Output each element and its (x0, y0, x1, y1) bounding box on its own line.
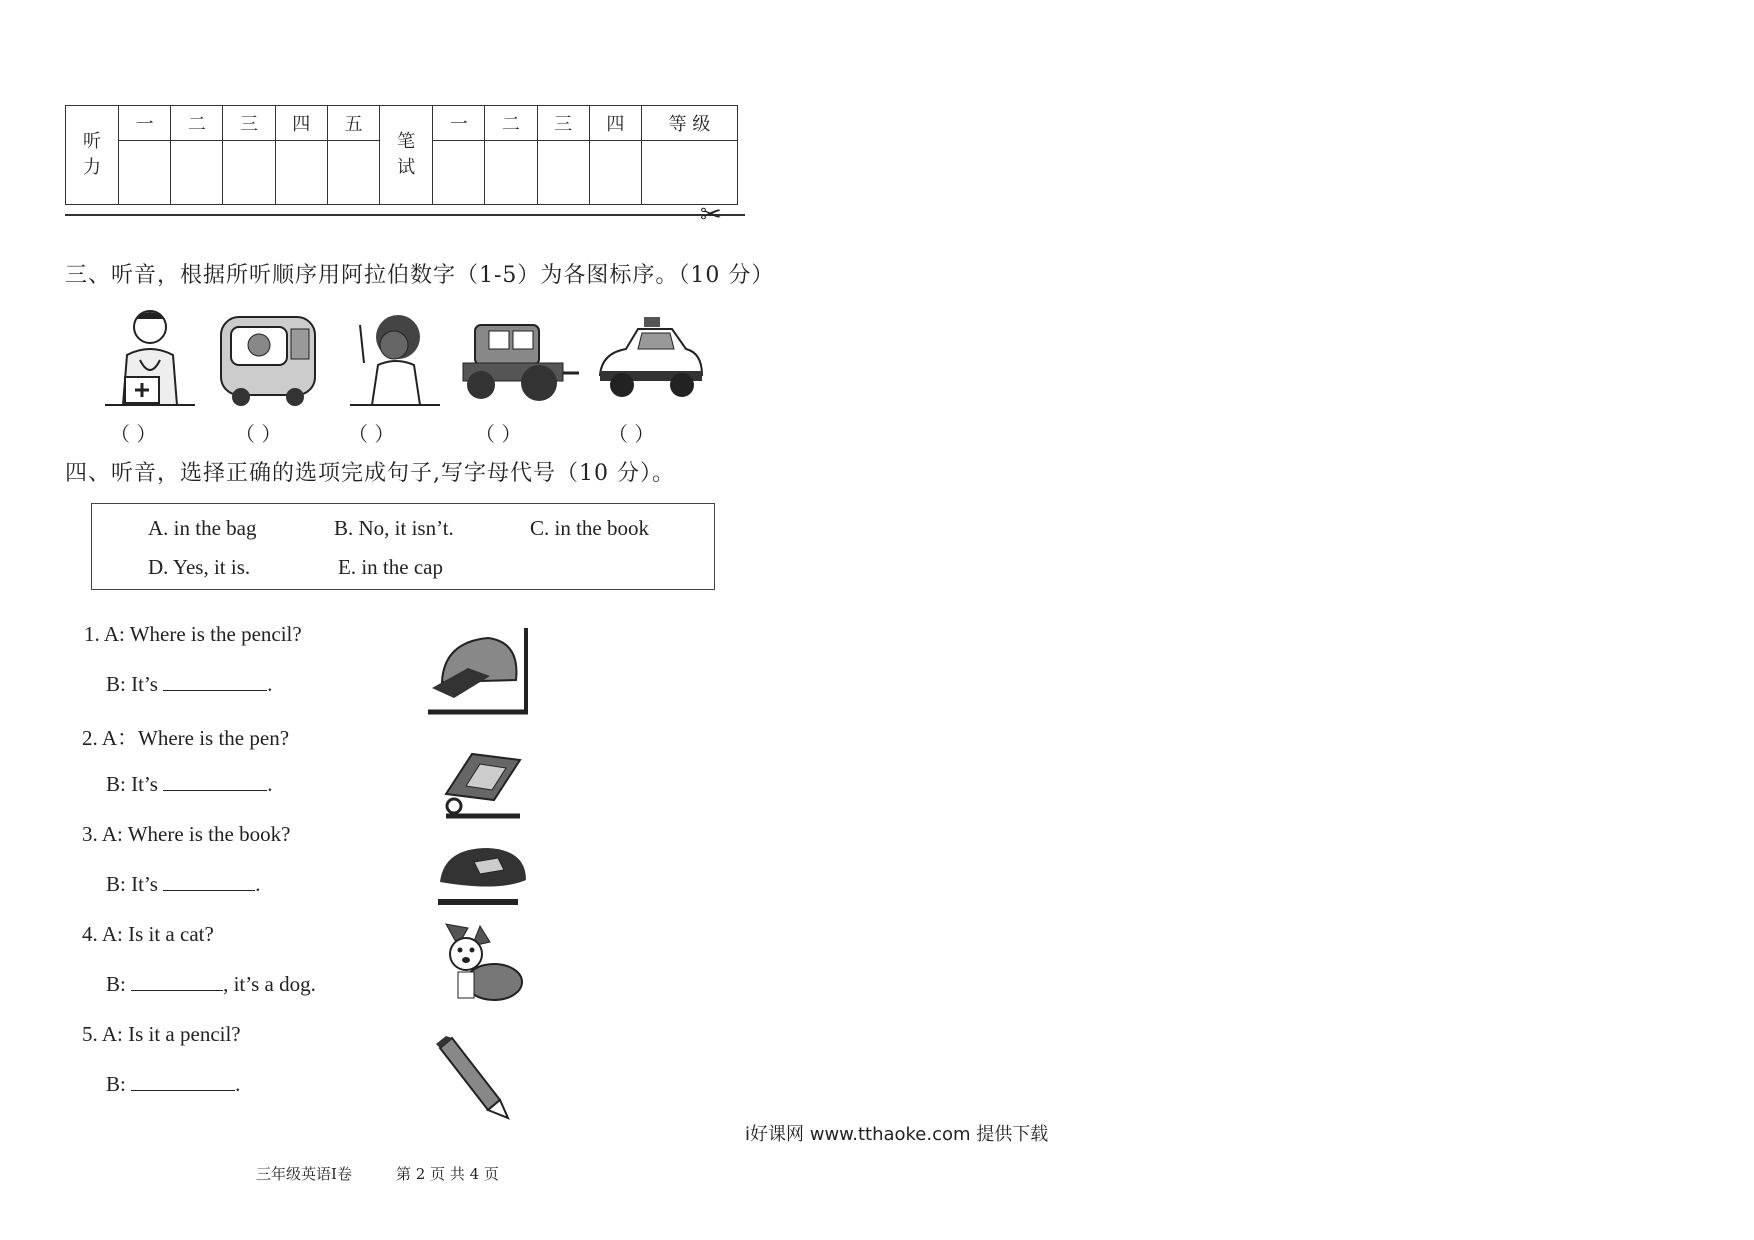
cap-pencil-icon (428, 628, 532, 718)
written-col-4: 四 (589, 106, 641, 141)
written-col-1: 一 (433, 106, 485, 141)
score-cell[interactable] (537, 141, 589, 205)
written-char-2: 试 (397, 157, 416, 178)
listening-col-1: 一 (119, 106, 171, 141)
score-cell[interactable] (433, 141, 485, 205)
section3-title: 三、听音，根据所听顺序用阿拉伯数字（1-5）为各图标序。（10 分） (65, 263, 775, 288)
answer-suffix: . (255, 872, 261, 896)
corgi-dog-icon (436, 920, 526, 1010)
police-car-icon (592, 305, 707, 410)
answer-prefix: B: (106, 972, 126, 996)
score-cell[interactable] (171, 141, 223, 205)
option-a: A. in the bag (148, 516, 257, 540)
doctor-icon (105, 305, 195, 410)
pencil-icon (436, 1036, 512, 1120)
answer-prefix: B: It’s (106, 772, 158, 796)
option-d: D. Yes, it is. (148, 555, 251, 579)
answer-paren[interactable]: （ ） (475, 422, 522, 446)
section3-pictures (105, 305, 725, 410)
book-pen-icon (436, 748, 530, 820)
footer-subject: 三年级英语Ⅰ卷 (256, 1165, 352, 1183)
answer-blank[interactable] (163, 772, 267, 791)
option-e: E. in the cap (338, 555, 443, 579)
listening-col-5: 五 (327, 106, 379, 141)
score-cell[interactable] (119, 141, 171, 205)
answer-suffix: . (267, 772, 273, 796)
written-char-1: 笔 (397, 131, 416, 152)
cut-line (65, 214, 745, 216)
question-2-a: 2. A：Where is the pen? (82, 726, 290, 750)
score-cell[interactable] (223, 141, 275, 205)
option-c: C. in the book (530, 516, 649, 540)
bag-book-icon (434, 840, 534, 908)
answer-suffix: . (267, 672, 273, 696)
answer-blank[interactable] (163, 872, 255, 891)
question-3-a: 3. A: Where is the book? (82, 822, 291, 846)
listening-col-4: 四 (275, 106, 327, 141)
written-label (380, 106, 433, 205)
question-1-b (106, 672, 272, 697)
score-cell[interactable] (275, 141, 327, 205)
question-4-b (106, 972, 316, 997)
listening-char-2: 力 (83, 157, 101, 178)
score-cell[interactable] (327, 141, 379, 205)
score-table (65, 105, 738, 205)
answer-prefix: B: (106, 1072, 126, 1096)
answer-paren[interactable]: （ ） (608, 422, 655, 446)
listening-col-2: 二 (171, 106, 223, 141)
answer-paren[interactable]: （ ） (235, 422, 282, 446)
question-2-b (106, 772, 272, 797)
bus-icon (213, 305, 323, 410)
score-cell[interactable] (589, 141, 641, 205)
tractor-icon (455, 305, 580, 410)
score-cell[interactable] (485, 141, 537, 205)
answer-blank[interactable] (131, 1072, 235, 1091)
grade-cell[interactable] (642, 141, 738, 205)
answer-blank[interactable] (131, 972, 223, 991)
written-col-3: 三 (537, 106, 589, 141)
answer-prefix: B: It’s (106, 872, 158, 896)
options-box (91, 503, 715, 590)
listening-char-1: 听 (83, 131, 101, 152)
answer-paren[interactable]: （ ） (348, 422, 395, 446)
footer-page: 第 2 页 共 4 页 (396, 1165, 499, 1183)
answer-suffix: , it’s a dog. (223, 972, 316, 996)
question-3-b (106, 872, 260, 897)
watermark-text: i好课网 www.tthaoke.com 提供下载 (745, 1124, 1049, 1145)
listening-col-3: 三 (223, 106, 275, 141)
section4-title: 四、听音，选择正确的选项完成句子,写字母代号（10 分）。 (65, 461, 675, 486)
answer-paren[interactable]: （ ） (110, 422, 157, 446)
question-5-b (106, 1072, 240, 1097)
answer-suffix: . (235, 1072, 241, 1096)
question-5-a: 5. A: Is it a pencil? (82, 1022, 241, 1046)
written-col-2: 二 (485, 106, 537, 141)
answer-prefix: B: It’s (106, 672, 158, 696)
listening-label (66, 106, 119, 205)
question-4-a: 4. A: Is it a cat? (82, 922, 214, 946)
nurse-icon (350, 305, 440, 410)
question-1-a: 1. A: Where is the pencil? (84, 622, 302, 646)
scissors-icon: ✂ (700, 200, 722, 230)
answer-blank[interactable] (163, 672, 267, 691)
grade-label: 等 级 (642, 106, 738, 141)
option-b: B. No, it isn’t. (334, 516, 454, 540)
